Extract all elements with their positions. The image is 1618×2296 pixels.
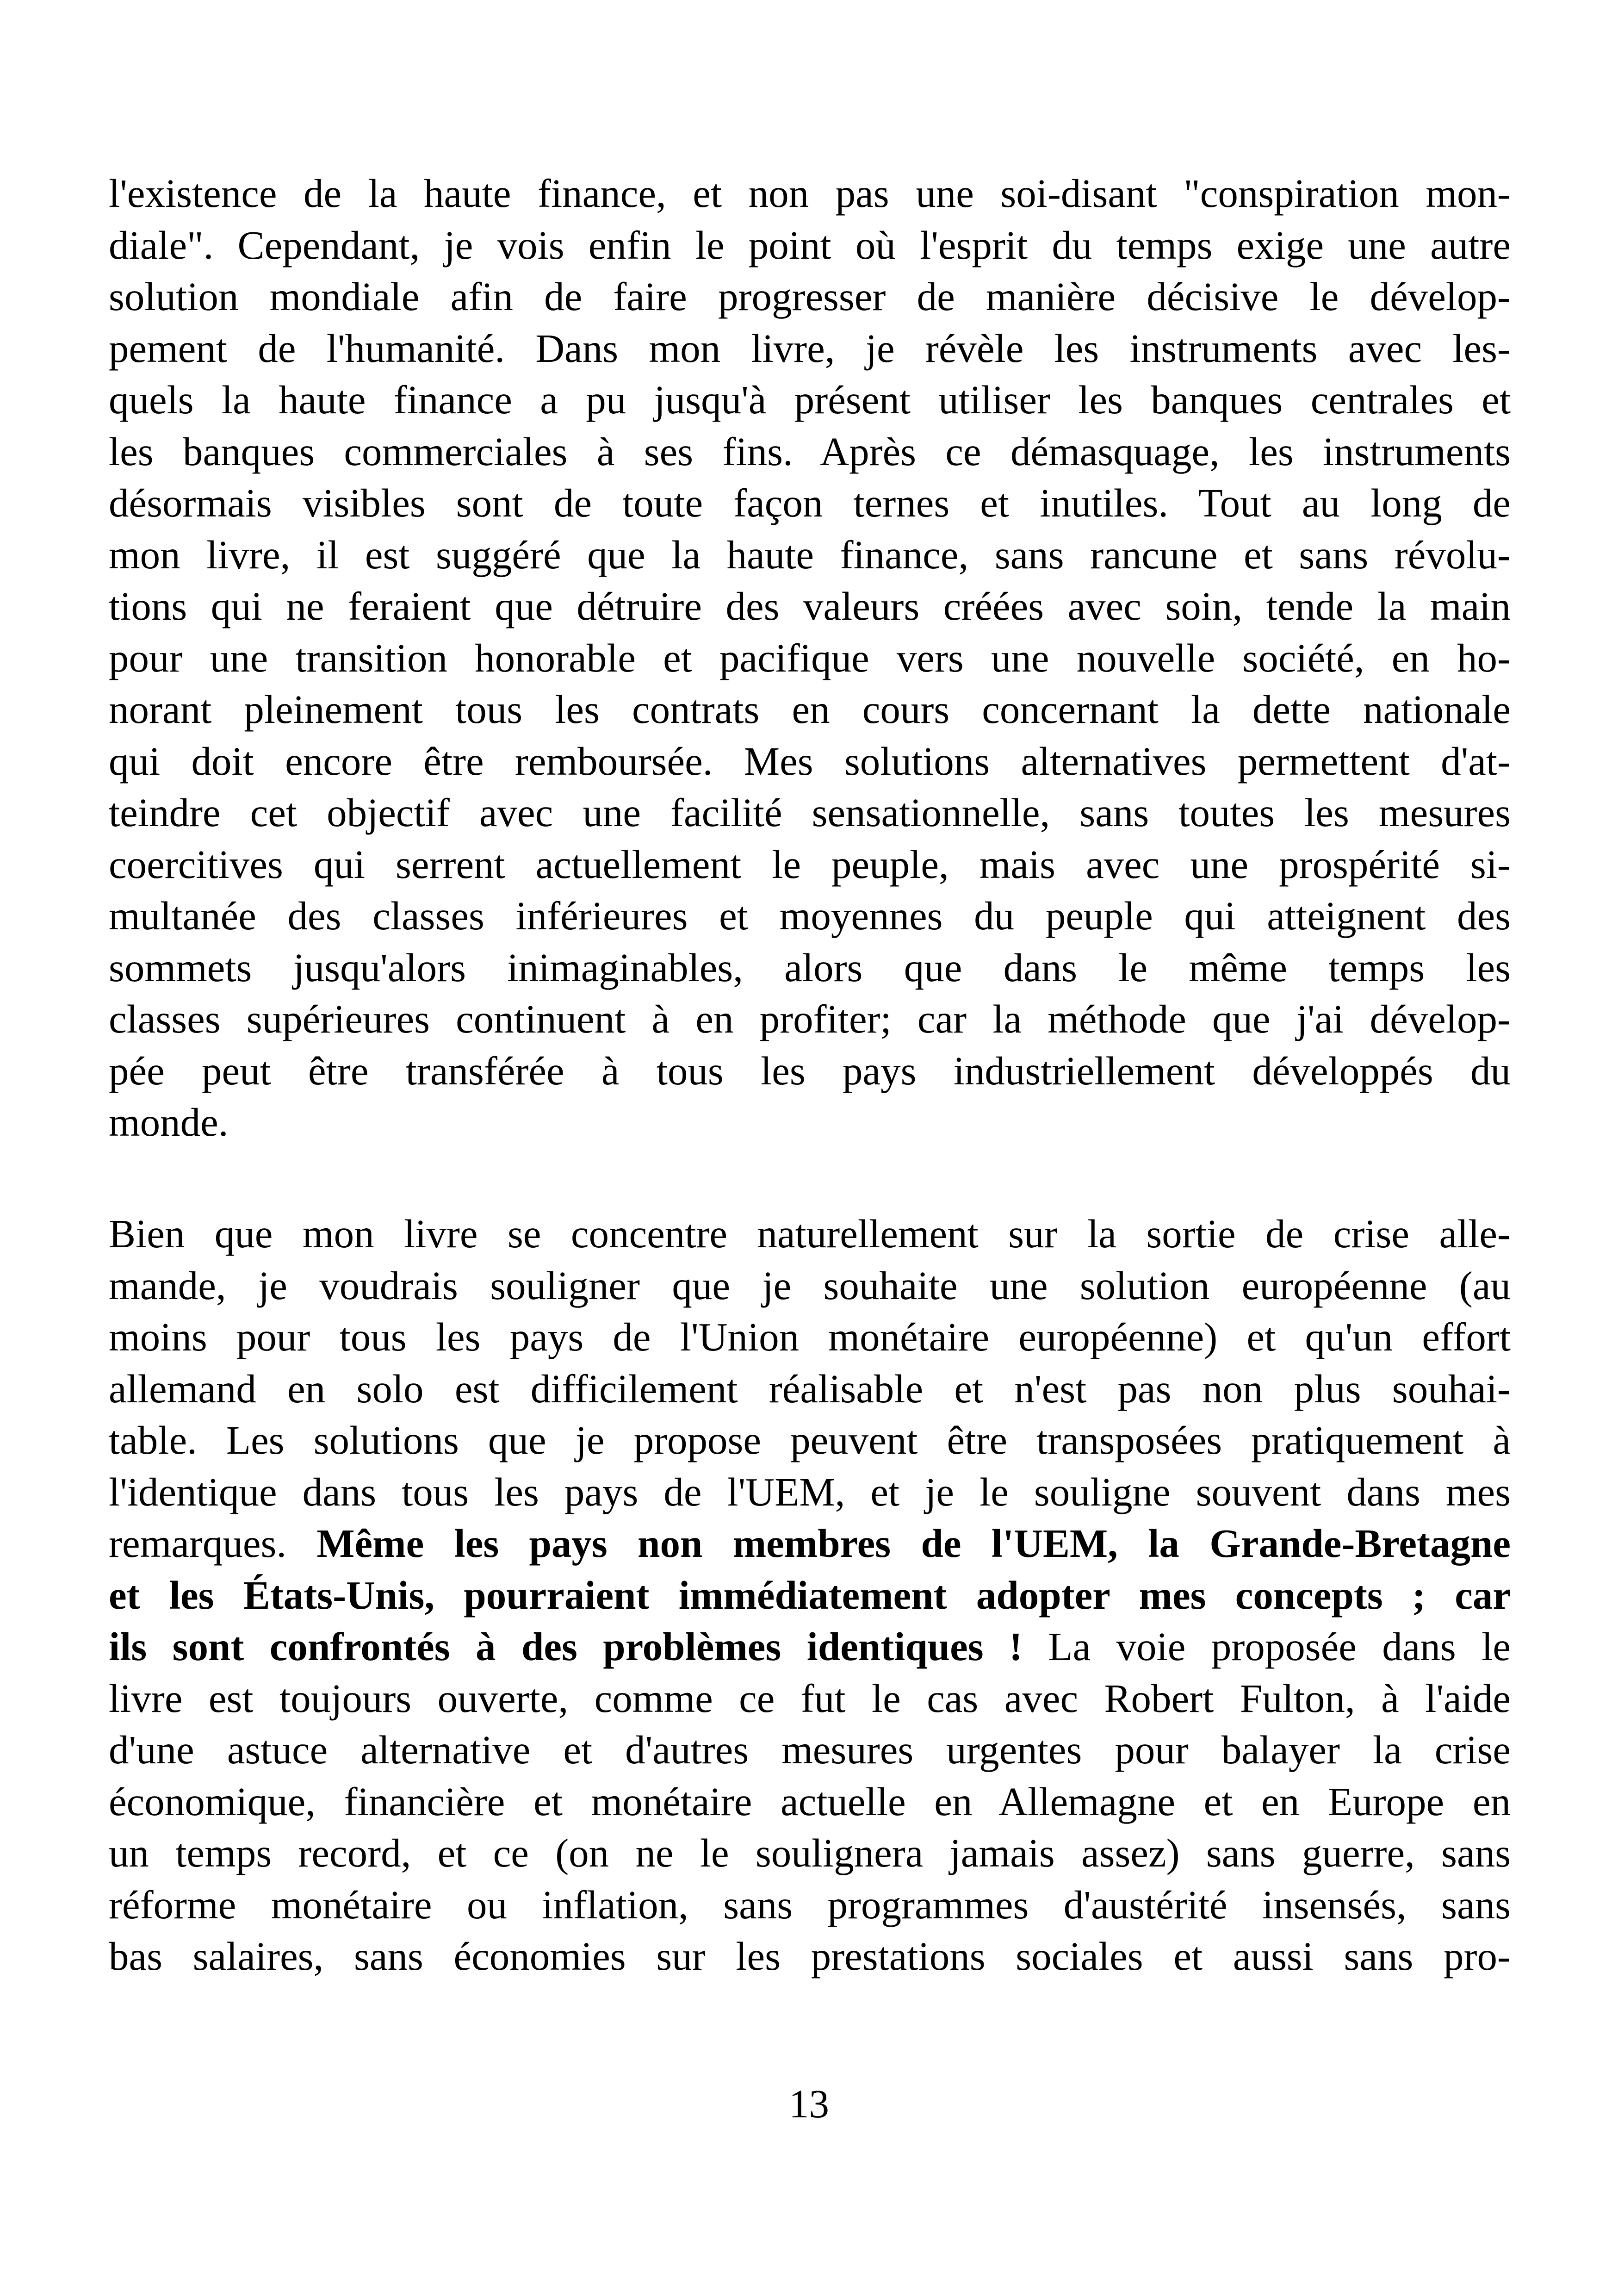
text-line <box>109 1879 1511 1931</box>
text-line <box>109 1621 1511 1673</box>
text-line <box>109 1930 1511 1982</box>
paragraph <box>109 168 1511 1148</box>
text-run: sommets jusqu'alors inimaginables, alors que dans le même temps les <box>109 945 1511 990</box>
text-line <box>109 168 1511 219</box>
text-line <box>109 1466 1511 1518</box>
text-run: allemand en solo est difficilement réalisable et n'est pas non plus souhai- <box>109 1366 1511 1411</box>
text-run: pement de l'humanité. Dans mon livre, je révèle les instruments avec les- <box>109 325 1511 371</box>
text-run: pour une transition honorable et pacifique vers une nouvelle société, en ho- <box>109 635 1511 680</box>
text-run: Bien que mon livre se concentre naturellement sur la sortie de crise alle- <box>109 1211 1511 1256</box>
text-line <box>109 632 1511 684</box>
text-run: livre est toujours ouverte, comme ce fut le cas avec Robert Fulton, à l'aide <box>109 1675 1511 1721</box>
text-line <box>109 426 1511 478</box>
page-number: 13 <box>789 2081 829 2126</box>
text-run: table. Les solutions que je propose peuvent être transposées pratiquement à <box>109 1418 1511 1462</box>
text-line <box>109 1363 1511 1415</box>
text-run: mande, je voudrais souligner que je souhaite une solution européenne (au <box>109 1263 1511 1308</box>
bold-text: et les États-Unis, pourraient immédiatement adopter mes concepts ; car <box>109 1572 1511 1618</box>
text-line <box>109 477 1511 529</box>
text-line <box>109 839 1511 890</box>
text-run: monde. <box>109 1100 229 1145</box>
text-line <box>109 219 1511 271</box>
text-line <box>109 1045 1511 1097</box>
text-run: remarques. <box>109 1521 317 1566</box>
text-run: les banques commerciales à ses fins. Après ce démasquage, les instruments <box>109 429 1511 474</box>
text-run: pée peut être transférée à tous les pays industriellement développés du <box>109 1048 1511 1093</box>
text-line <box>109 1208 1511 1260</box>
text-run: mon livre, il est suggéré que la haute finance, sans rancune et sans révolu- <box>109 532 1511 577</box>
bold-text: Même les pays non membres de l'UEM, la Grande-Bretagne <box>316 1521 1511 1566</box>
text-line <box>109 271 1511 323</box>
text-line <box>109 323 1511 374</box>
text-run: l'identique dans tous les pays de l'UEM, et je le souligne souvent dans mes <box>109 1469 1511 1514</box>
text-line <box>109 1414 1511 1466</box>
text-run: solution mondiale afin de faire progresser de manière décisive le dévelop- <box>109 274 1511 319</box>
text-run: quels la haute finance a pu jusqu'à présent utiliser les banques centrales et <box>109 377 1511 422</box>
text-run: multanée des classes inférieures et moyennes du peuple qui atteignent des <box>109 893 1511 938</box>
text-line <box>109 787 1511 839</box>
text-line <box>109 580 1511 632</box>
text-line <box>109 942 1511 994</box>
text-line <box>109 374 1511 426</box>
text-run: réforme monétaire ou inflation, sans programmes d'austérité insensés, sans <box>109 1882 1511 1927</box>
text-run: coercitives qui serrent actuellement le peuple, mais avec une prospérité si- <box>109 841 1511 887</box>
text-line <box>109 1724 1511 1776</box>
text-run: économique, financière et monétaire actuelle en Allemagne et en Europe en <box>109 1779 1511 1824</box>
text-line <box>109 1827 1511 1879</box>
text-line <box>109 529 1511 581</box>
text-run: d'une astuce alternative et d'autres mesures urgentes pour balayer la crise <box>109 1727 1511 1772</box>
text-run: qui doit encore être remboursée. Mes solutions alternatives permettent d'at- <box>109 738 1511 784</box>
text-line <box>109 1311 1511 1363</box>
text-line <box>109 890 1511 942</box>
text-run: l'existence de la haute finance, et non pas une soi-disant "conspiration mon- <box>109 171 1511 216</box>
paragraph <box>109 1208 1511 1982</box>
text-line <box>109 1569 1511 1621</box>
text-run: un temps record, et ce (on ne le soulignera jamais assez) sans guerre, sans <box>109 1830 1511 1875</box>
text-line <box>109 735 1511 787</box>
text-run: moins pour tous les pays de l'Union monétaire européenne) et qu'un effort <box>109 1314 1511 1359</box>
text-run: désormais visibles sont de toute façon ternes et inutiles. Tout au long de <box>109 480 1511 525</box>
text-line <box>109 1518 1511 1569</box>
text-run: classes supérieures continuent à en profiter; car la méthode que j'ai dévelop- <box>109 996 1511 1041</box>
text-line <box>109 684 1511 735</box>
text-run: tions qui ne feraient que détruire des valeurs créées avec soin, tende la main <box>109 584 1511 628</box>
text-line <box>109 993 1511 1045</box>
text-line <box>109 1260 1511 1312</box>
text-run: diale". Cependant, je vois enfin le point où l'esprit du temps exige une autre <box>109 222 1511 268</box>
text-line <box>109 1673 1511 1724</box>
text-run: teindre cet objectif avec une facilité sensationnelle, sans toutes les mesures <box>109 790 1511 835</box>
text-line <box>109 1096 1511 1148</box>
text-line <box>109 1776 1511 1828</box>
text-run: La voie proposée dans le <box>1023 1624 1511 1669</box>
text-run: bas salaires, sans économies sur les prestations sociales et aussi sans pro- <box>109 1934 1511 1979</box>
text-run: norant pleinement tous les contrats en cours concernant la dette nationale <box>109 687 1511 732</box>
bold-text: ils sont confrontés à des problèmes identiques ! <box>109 1624 1023 1669</box>
